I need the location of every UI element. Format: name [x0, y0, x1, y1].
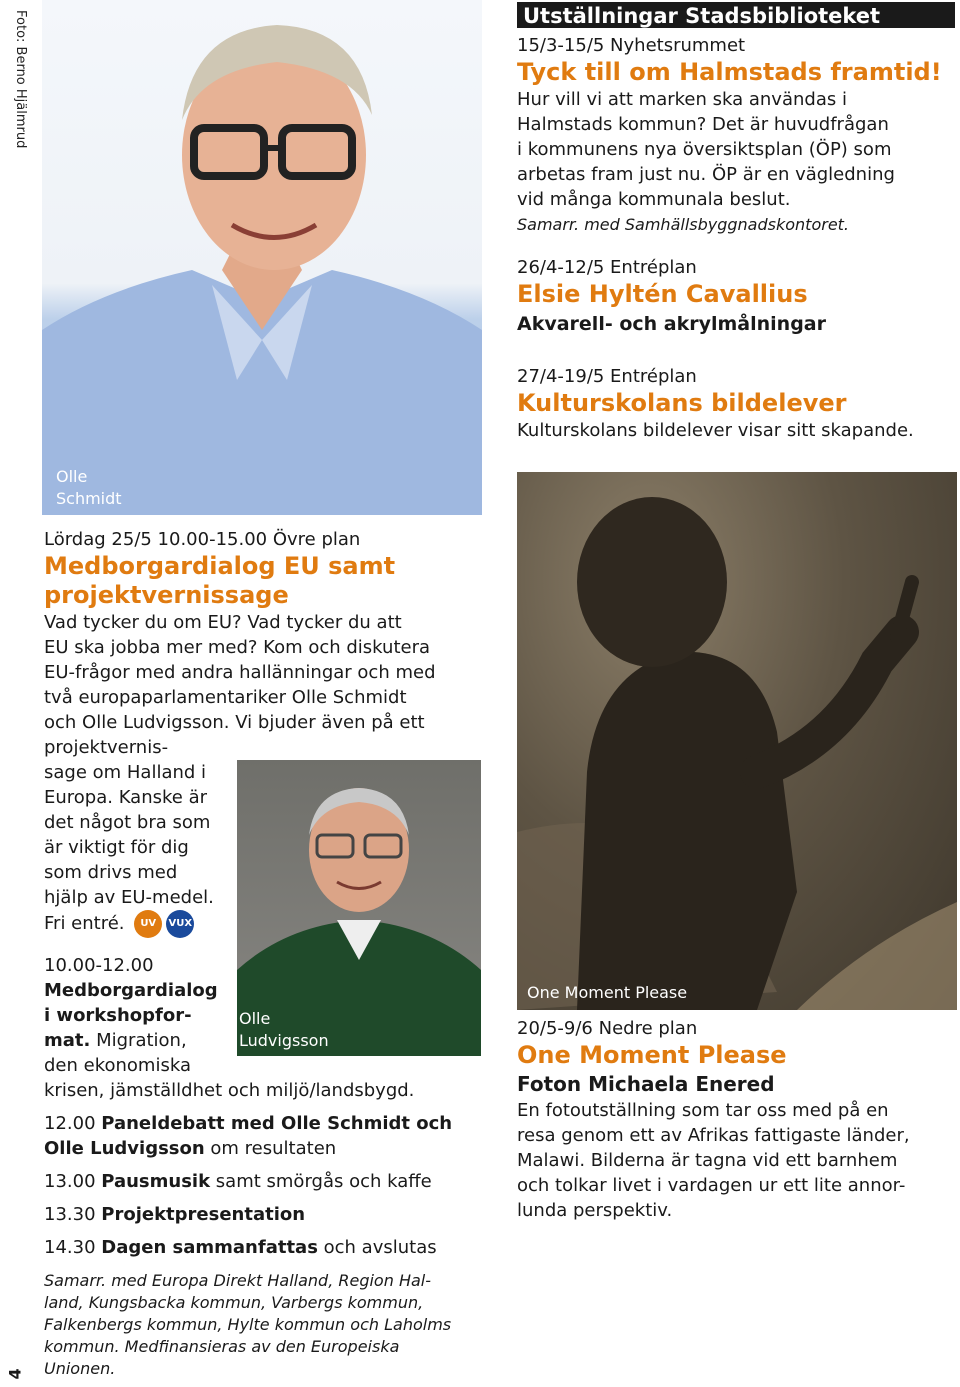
exhibition-halmstad — [517, 33, 957, 237]
vux-badge: VUX — [166, 910, 194, 938]
exhibition-title: One Moment Please — [517, 1041, 787, 1069]
exhibition-subtitle: Foton Michaela Enered — [517, 1072, 775, 1096]
event-title: Medborgardialog EU samt projektvernissage — [44, 552, 396, 609]
exhibition-title: Tyck till om Halmstads framtid! — [517, 58, 942, 86]
photo-caption-ludvigsson: Olle Ludvigsson — [239, 1009, 329, 1050]
photo-caption-one-moment: One Moment Please — [527, 983, 688, 1002]
free-entry-label: Fri entré. — [44, 913, 125, 934]
exhibition-date: 15/3-15/5 Nyhetsrummet — [517, 35, 746, 56]
programme-item: 13.30 Projektpresentation — [44, 1204, 306, 1225]
exhibition-date: 27/4-19/5 Entréplan — [517, 366, 697, 387]
exhibition-title: Elsie Hyltén Cavallius — [517, 280, 808, 308]
programme-item: 10.00-12.00 Medborgardialog i workshopfor- mat. Migration, den ekonomiska krisen, jämställdhet och miljö/landsbygd. — [44, 955, 415, 1101]
photo-olle-schmidt — [42, 0, 482, 515]
programme-item: 12.00 Paneldebatt med Olle Schmidt och Olle Ludvigsson om resultaten — [44, 1113, 453, 1159]
exhibition-kulturskolan — [517, 364, 957, 443]
exhibition-elsie — [517, 255, 957, 339]
programme-item: 14.30 Dagen sammanfattas och avslutas — [44, 1237, 437, 1258]
exhibition-note: Samarr. med Samhällsbyggnadskontoret. — [517, 215, 850, 234]
photo-credit: Foto: Berno Hjälmrud — [13, 10, 28, 149]
exhibition-one-moment — [517, 1016, 957, 1223]
exhibition-body: Hur vill vi att marken ska användas i Halmstads kommun? Det är huvudfrågan i kommunens nya översiktsplan (ÖP) som arbetas fram just nu. ÖP är en vägledning vid många kommunala beslut. — [517, 89, 895, 210]
programme-footer: Samarr. med Europa Direkt Halland, Region Hal- land, Kungsbacka kommun, Varbergs kommun, Falkenbergs kommun, Hylte kommun och Laholms kommun. Medfinansieras av den Europeiska Unionen. — [44, 1271, 452, 1378]
page-number: 4 — [5, 1368, 25, 1380]
photo-one-moment-please — [517, 472, 957, 1010]
exhibition-date: 26/4-12/5 Entréplan — [517, 257, 697, 278]
event-date: Lördag 25/5 10.00-15.00 Övre plan — [44, 529, 361, 550]
exhibition-body: En fotoutställning som tar oss med på en resa genom ett av Afrikas fattigaste länder, Malawi. Bilderna är tagna vid ett barnhem och tolkar livet i vardagen ur ett lite annor- lunda perspektiv. — [517, 1100, 910, 1221]
portrait-illustration — [42, 0, 482, 515]
exhibition-date: 20/5-9/6 Nedre plan — [517, 1018, 698, 1039]
section-header: Utställningar Stadsbiblioteket — [517, 2, 955, 28]
event-body: Vad tycker du om EU? Vad tycker du att EU ska jobba mer med? Kom och diskutera EU-frågor med andra hallänningar och med två europaparlamentariker Olle Schmidt och Olle Ludvigsson. Vi bjuder även på ett projektvernis- sage om Halland i Europa. Kanske är det något bra som är viktigt för dig som drivs med hjälp av EU-medel. Fri entré. UV VUX — [44, 610, 489, 938]
programme-item: 13.00 Pausmusik samt smörgås och kaffe — [44, 1171, 432, 1192]
programme — [44, 953, 514, 1380]
uv-badge: UV — [134, 910, 162, 938]
exhibition-body: Kulturskolans bildelever visar sitt skapande. — [517, 420, 914, 441]
exhibition-subtitle: Akvarell- och akrylmålningar — [517, 313, 827, 335]
child-photo-illustration — [517, 472, 957, 1010]
photo-caption-schmidt: Olle Schmidt — [56, 467, 122, 508]
exhibition-title: Kulturskolans bildelever — [517, 389, 847, 417]
